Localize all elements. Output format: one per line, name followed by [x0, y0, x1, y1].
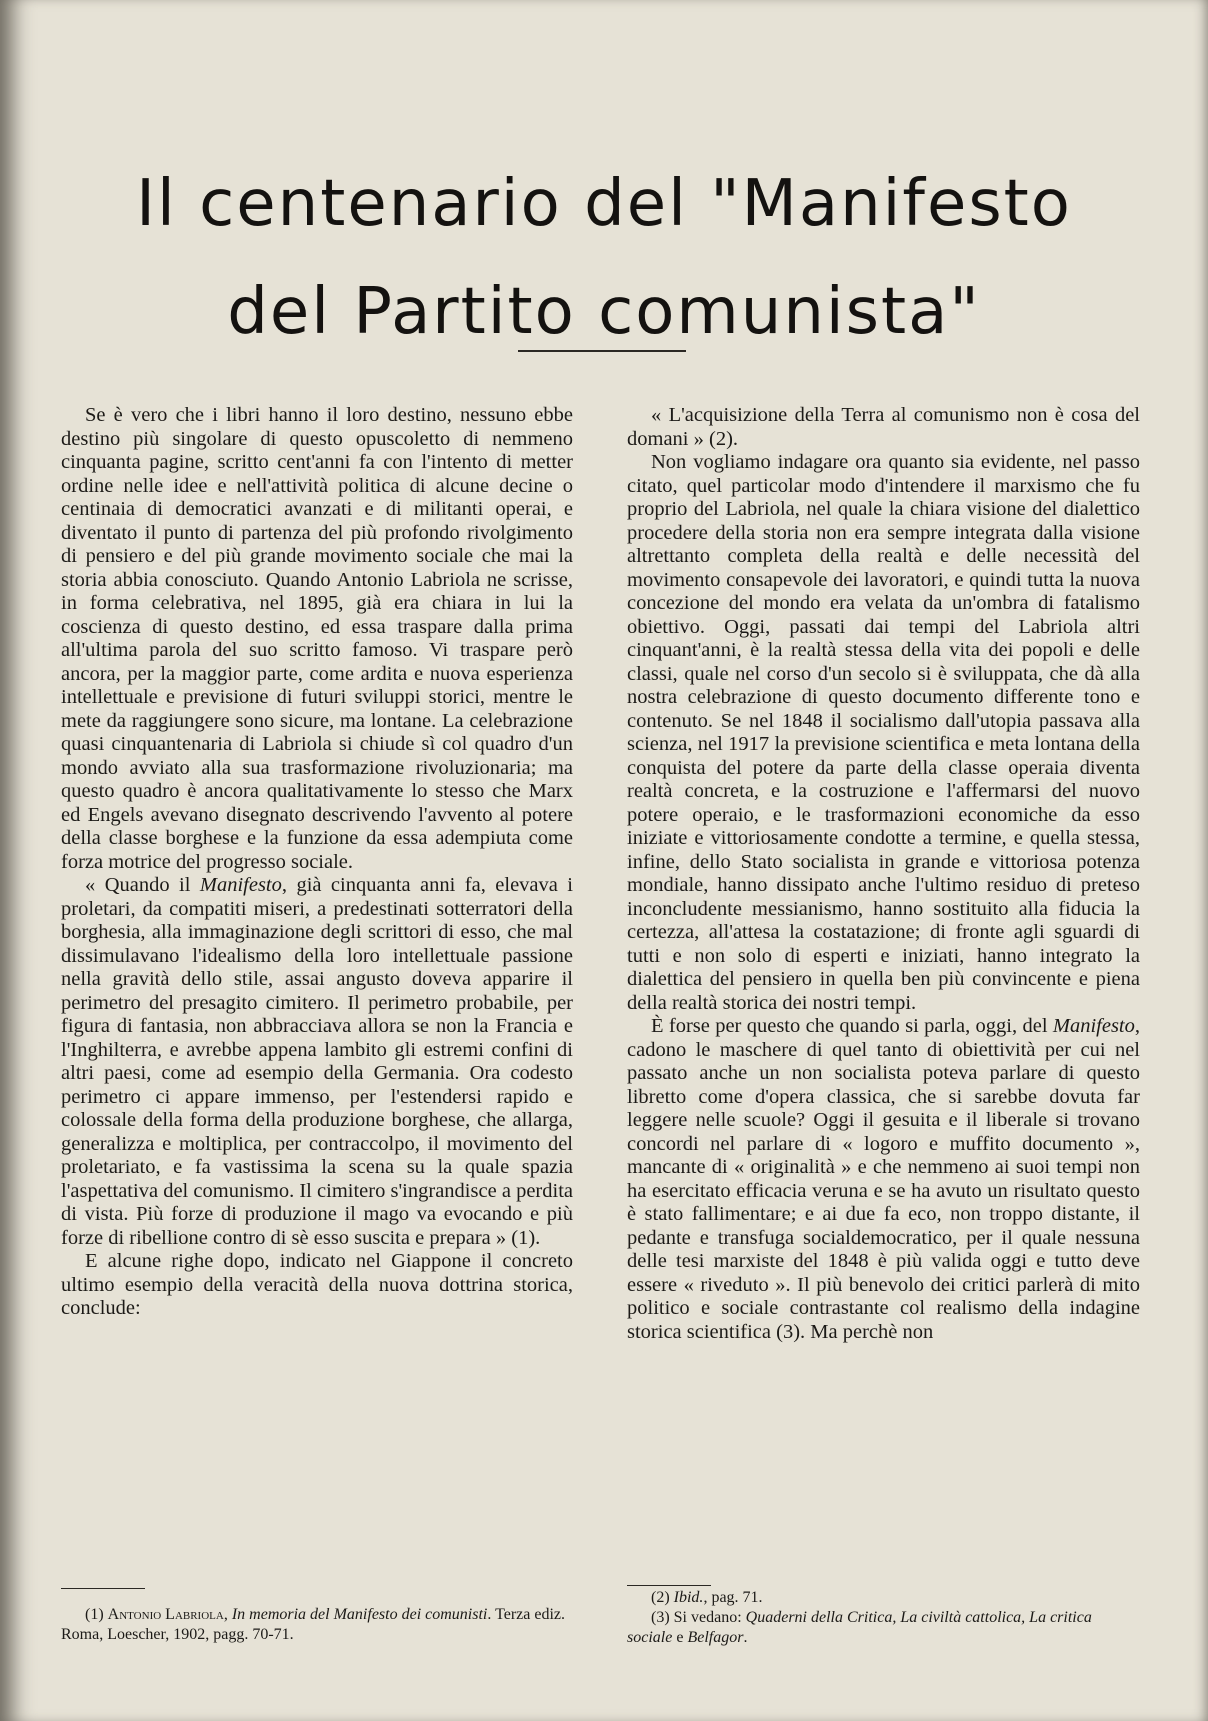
- paragraph: Se è vero che i libri hanno il loro destino, nessuno ebbe destino più singolare di questo opuscoletto di nemmeno cinquanta pagine, scritto cent'anni fa con l'intento di metter ordine nelle idee e nell'attività politica di alcune decine o centinaia di democratici avanzati e di militanti operai, e diventato il punto di partenza del più profondo rivolgimento di pensiero e del più grande movimento sociale che mai la storia abbia conosciuto. Quando Antonio Labriola ne scrisse, in forma celebrativa, nel 1895, già era chiara in lui la coscienza di questo destino, ed essa traspare dalla prima all'ultima parola del suo scritto famoso. Vi traspare però ancora, per la maggior parte, come ardita e nuova esperienza intellettuale e previsione di futuri sviluppi storici, mentre le mete da raggiungere sono sicure, ma lontane. La celebrazione quasi cinquantenaria di Labriola si chiude sì col quadro d'un mondo avviato alla sua trasformazione rivoluzionaria; ma questo quadro è ancora qualitativamente lo stesso che Marx ed Engels avevano disegnato descrivendo l'avvento al potere della classe borghese e la funzione da essa adempiuta come forza motrice del progresso sociale.: [61, 404, 573, 873]
- footnotes-right: [627, 1588, 1140, 1648]
- quote-text-start: « Quando il: [85, 874, 200, 896]
- footnote-work: In memoria del Manifesto dei comunisti: [231, 1606, 488, 1623]
- manifesto-title: Manifesto: [199, 874, 282, 896]
- paragraph-rest: , cadono le maschere di quel tanto di obiettività per cui nel passato anche un non socialista poteva parlare di questo libretto come d'opera classica, che si sarebbe dovuta far leggere nelle scuole? Oggi il gesuita e il liberale si trovano concordi nel parlare di « logoro e muffito documento », mancante di « originalità » e che nemmeno ai suoi tempi non ha esercitato efficacia veruna e se ha avuto un risultato questo è stato fallimentare; e ai due fa eco, non troppo distante, il pedante e transfuga socialdemocratico, per il quale nessuna delle tesi marxiste del 1848 è più valida oggi e tutto deve essere « riveduto ». Il più benevolo dei critici parlerà di mito politico e sociale contrastante col realismo della indagine storica scientifica (3). Ma perchè non: [627, 1015, 1140, 1343]
- footnote-author: Antonio Labriola: [107, 1606, 224, 1623]
- paragraph: E alcune righe dopo, indicato nel Giappone il concreto ultimo esempio della veracità della nuova dottrina storica, conclude:: [61, 1250, 573, 1319]
- title-line-1: Il centenario del "Manifesto: [136, 167, 1072, 241]
- manifesto-title: Manifesto: [1052, 1015, 1135, 1037]
- footnote-divider-right: [627, 1585, 711, 1586]
- paragraph: Non vogliamo indagare ora quanto sia evidente, nel passo citato, quel particolar modo d'intendere il marxismo che fu proprio del Labriola, nel quale la chiara visione del dialettico procedere della storia non era sempre integrata dalla visione altrettanto completa della realtà e delle necessità del movimento consapevole dei lavoratori, e quindi tutta la nuova concezione del mondo era velata da un'ombra di fatalismo obiettivo. Oggi, passati dai tempi del Labriola altri cinquant'anni, è la realtà stessa della vita dei popoli e delle classi, quale nel corso d'un secolo si è sviluppata, che dà alla nostra celebrazione di questo documento differente tono e contenuto. Se nel 1848 il socialismo dall'utopia passava alla scienza, nel 1917 la previsione scientifica e meta lontana della conquista del potere da parte della classe operaia diventa realtà concreta, e la costruzione e l'affermarsi del nuovo potere operaio, e le trasformazioni economiche da esso iniziate e vittoriosamente condotte a termine, e quella stessa, infine, dello Stato socialista in grande e vittoriosa potenza mondiale, hanno dissipato anche l'ultimo residuo di preteso inconcludente messianismo, hanno sostituito alla fiducia la certezza, all'attesa la costatazione; di fronte agli sguardi di tutti e non solo di esperti e iniziati, hanno integrato la dialettica del pensiero in quella ben più convincente e piena della realtà storica dei nostri tempi.: [627, 451, 1140, 1014]
- footnote-2: (2) Ibid., pag. 71.: [651, 1589, 763, 1606]
- footnote-divider-left: [61, 1588, 145, 1589]
- quote-text: , già cinquanta anni fa, elevava i proletari, da compatiti miseri, a predestinati sotterratori della borghesia, alla immaginazione degli scrittori di esso, che mal dissimulavano l'idealismo della loro intellettuale passione nella gravità dello stile, assai angusto doveva apparire il perimetro del presagito cimitero. Il perimetro probabile, per figura di fantasia, non abbracciava allora se non la Francia e l'Inghilterra, e avrebbe appena lambito gli estremi confini di altri paesi, come ad esempio della Germania. Ora codesto perimetro ci appare immenso, per l'estendersi rapido e colossale della forma della produzione borghese, che allarga, generalizza e moltiplica, per contraccolpo, il movimento del proletariato, e fa vastissima la scena su la quale spazia l'aspettativa del comunismo. Il cimitero s'ingrandisce a perdita di vista. Più forze di produzione il mago va evocando e più forze di ribellione contro di sè esso suscita e prepara » (1).: [61, 874, 573, 1249]
- title-divider: [518, 350, 686, 352]
- footnote-3: (3) Si vedano: Quaderni della Critica, La civiltà cattolica, La critica sociale e Belfagor.: [627, 1609, 1092, 1646]
- quote-paragraph: « L'acquisizione della Terra al comunismo non è cosa del domani » (2).: [627, 404, 1140, 450]
- quote-paragraph: [61, 874, 573, 1250]
- title-line-2: del Partito comunista": [227, 275, 981, 349]
- paragraph-start: È forse per questo che quando si parla, oggi, del: [651, 1015, 1053, 1037]
- footnote-1: (1) Antonio Labriola, In memoria del Manifesto dei comunisti. Terza ediz. Roma, Loescher, 1902, pagg. 70-71.: [61, 1606, 566, 1643]
- left-column: [61, 404, 573, 1321]
- paragraph: [627, 1015, 1140, 1344]
- article-title: [0, 150, 1208, 366]
- footnotes-left: [61, 1605, 573, 1645]
- right-column: [627, 404, 1140, 1344]
